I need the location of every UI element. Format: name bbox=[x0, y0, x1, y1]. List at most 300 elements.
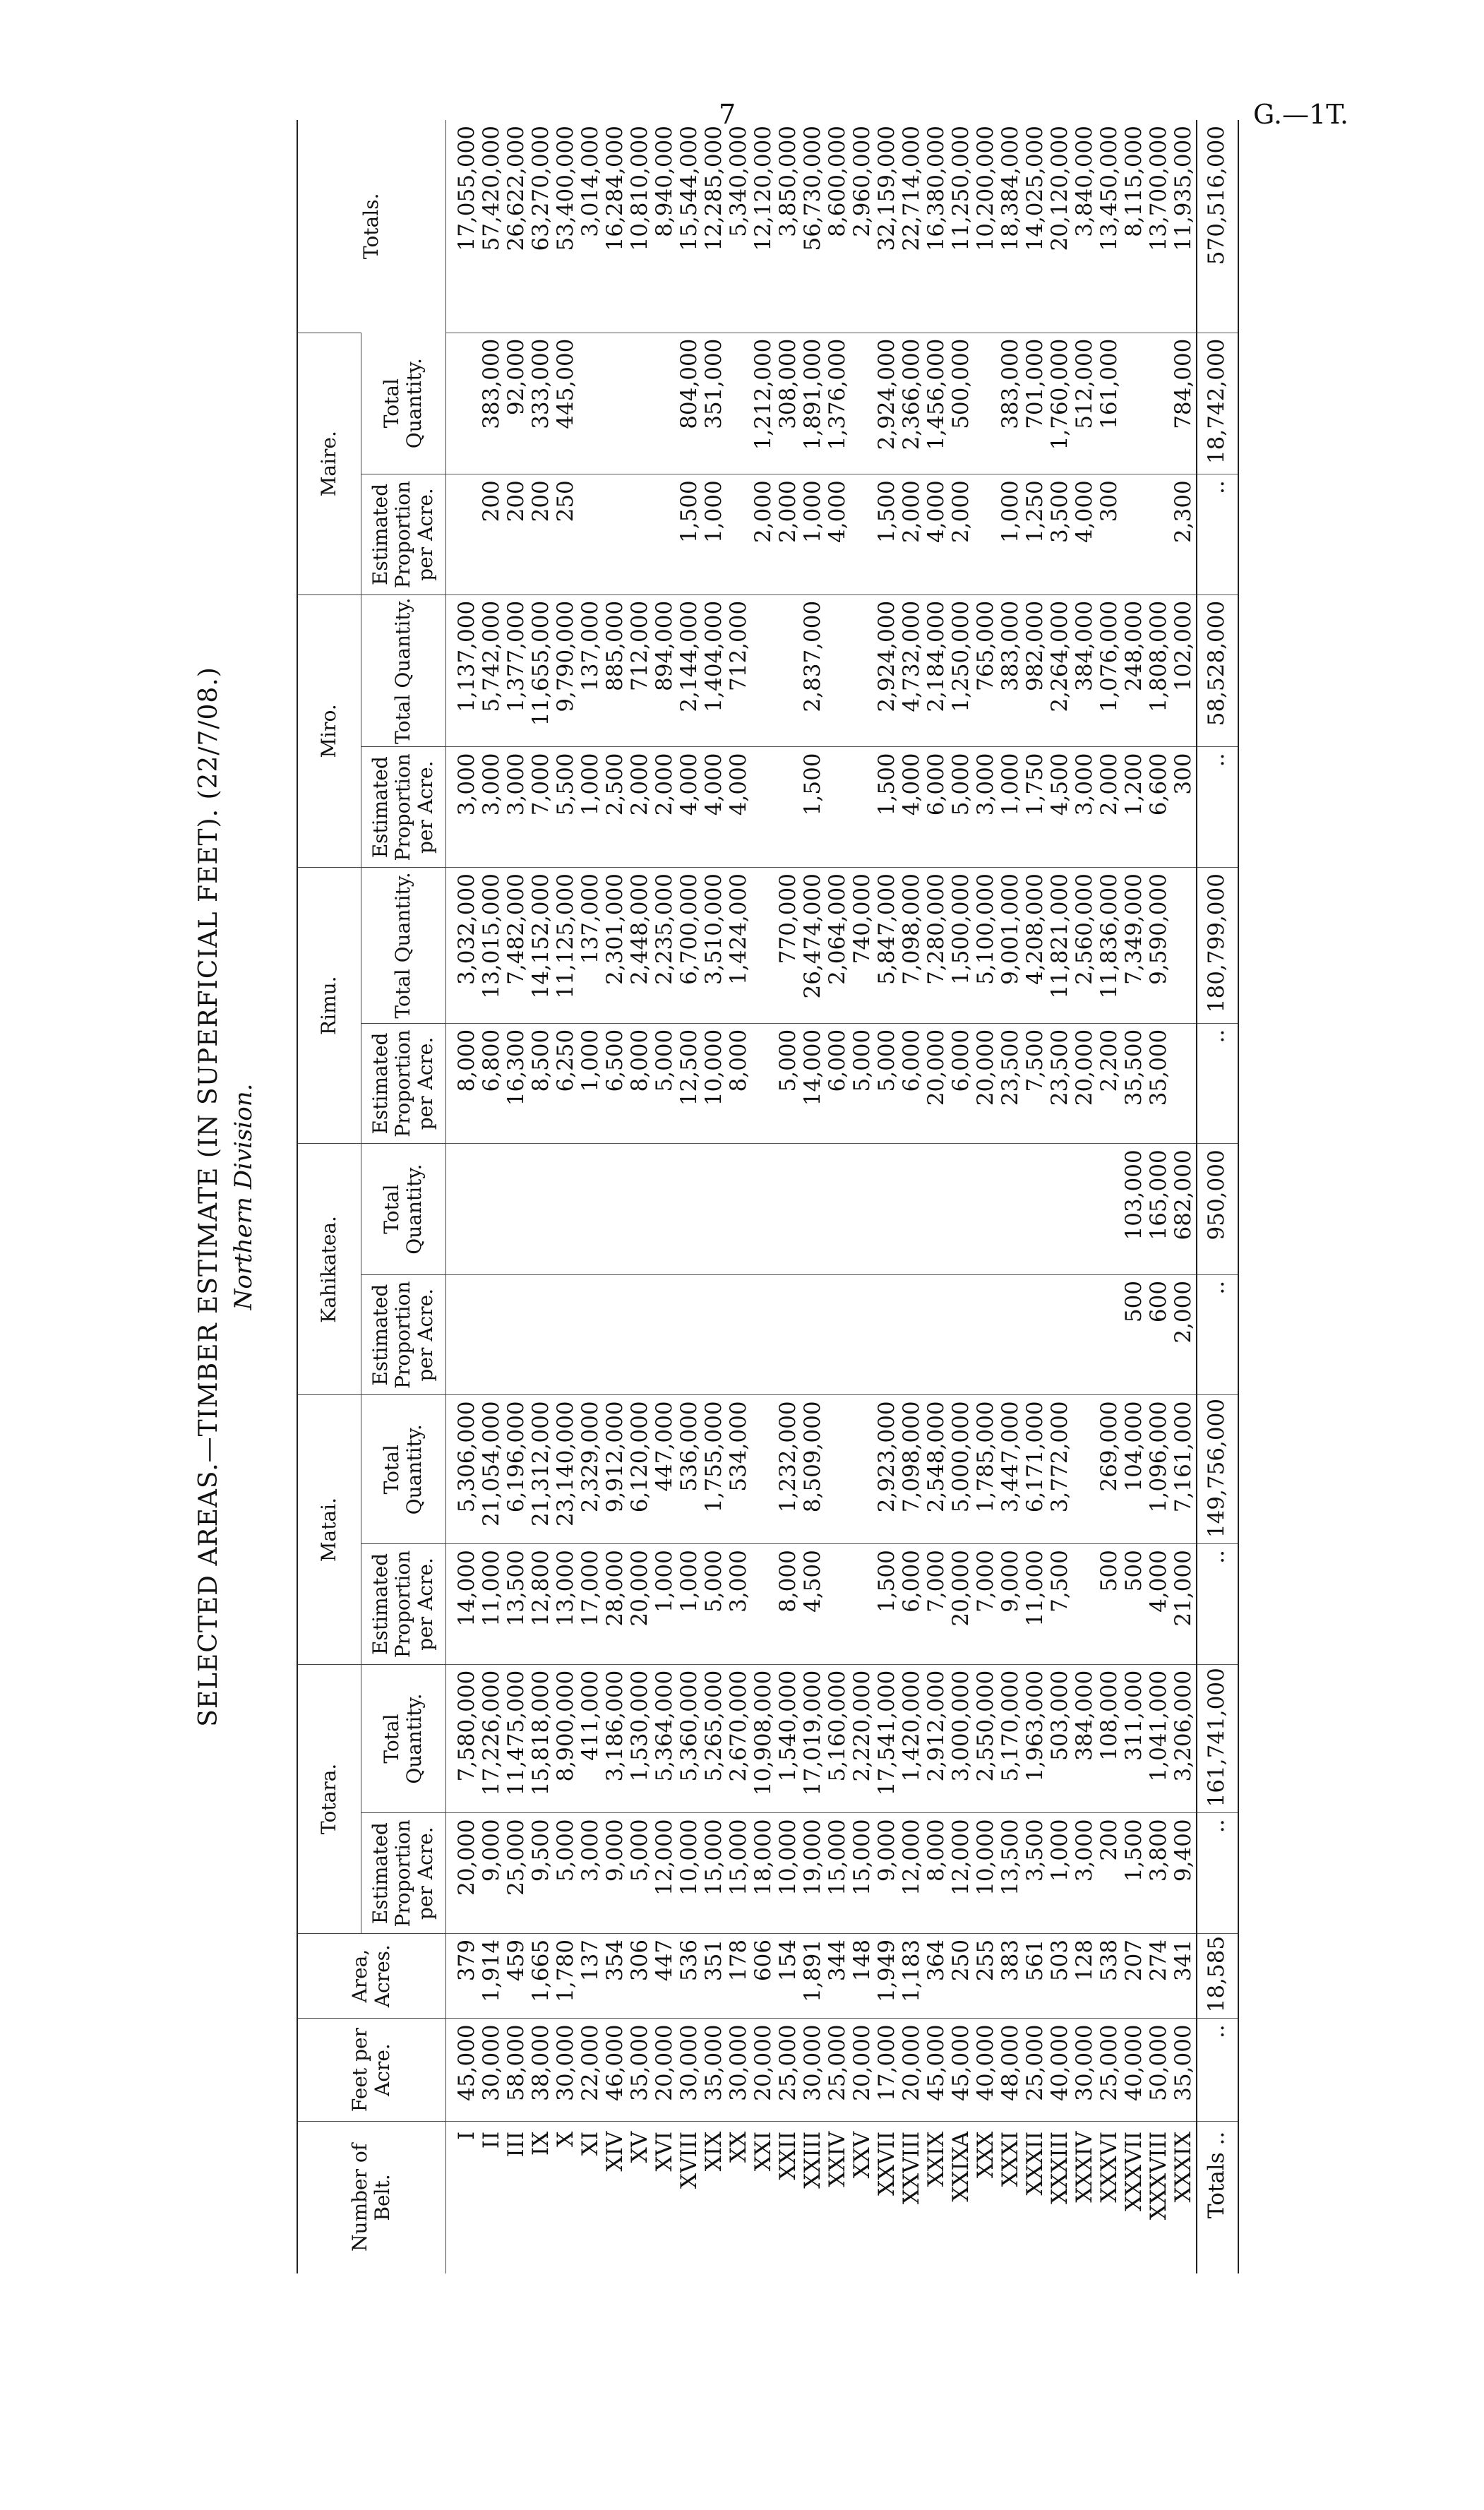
table-cell bbox=[776, 747, 801, 868]
table-cell bbox=[751, 747, 776, 868]
table-cell: 4,000 bbox=[726, 747, 751, 868]
table-cell: 4,000 bbox=[702, 747, 726, 868]
belt-number: XXII bbox=[776, 2121, 801, 2273]
table-cell: 255 bbox=[974, 1933, 998, 2018]
table-cell bbox=[677, 1144, 702, 1275]
table-cell: 2,300 bbox=[1171, 474, 1197, 595]
table-cell: 2,837,000 bbox=[801, 594, 825, 747]
table-cell: 17,000 bbox=[875, 2019, 899, 2121]
table-cell: 20,000 bbox=[751, 2019, 776, 2121]
table-cell: 38,000 bbox=[529, 2019, 553, 2121]
table-cell bbox=[751, 1274, 776, 1395]
table-cell: 3,000,000 bbox=[949, 1664, 974, 1813]
table-cell: 25,000 bbox=[776, 2019, 801, 2121]
table-cell bbox=[825, 1544, 850, 1665]
table-cell: 1,456,000 bbox=[924, 333, 949, 474]
header-estimated-proportion: Estimated Proportion per Acre. bbox=[361, 1023, 445, 1144]
table-cell: 11,935,000 bbox=[1170, 126, 1196, 251]
table-cell bbox=[751, 594, 776, 747]
table-cell: 53,400,000 bbox=[552, 126, 578, 251]
table-cell: 13,700,000 bbox=[1145, 126, 1171, 251]
table-cell: 1,891 bbox=[801, 1933, 825, 2018]
table-cell bbox=[702, 1144, 726, 1275]
table-cell: 25,000 bbox=[1023, 2019, 1048, 2121]
table-cell: 13,450,000 bbox=[1096, 126, 1122, 251]
table-cell: 56,730,000 bbox=[799, 126, 825, 251]
table-cell: 447 bbox=[652, 1933, 677, 2018]
page-number: 7 bbox=[719, 99, 736, 130]
table-cell: 16,300 bbox=[504, 1023, 529, 1144]
table-row bbox=[1147, 120, 1171, 2273]
table-cell: 5,847,000 bbox=[875, 868, 899, 1024]
totals-cell: .. bbox=[1197, 747, 1238, 868]
table-cell: 1,137,000 bbox=[445, 594, 479, 747]
table-cell: 383,000 bbox=[479, 333, 504, 474]
table-cell: 4,000 bbox=[899, 747, 924, 868]
table-cell bbox=[1048, 1274, 1072, 1395]
table-cell bbox=[1122, 333, 1147, 474]
table-cell bbox=[677, 1274, 702, 1395]
table-cell: 3,000 bbox=[578, 1813, 603, 1934]
header-area-acres: Area, Acres. bbox=[297, 1933, 445, 2018]
table-cell bbox=[578, 1274, 603, 1395]
table-row bbox=[628, 120, 652, 2273]
table-cell: 250 bbox=[553, 474, 578, 595]
table-cell: 1,000 bbox=[578, 1023, 603, 1144]
table-cell bbox=[998, 1144, 1023, 1275]
table-cell: 1,500 bbox=[875, 474, 899, 595]
table-cell: 1,808,000 bbox=[1147, 594, 1171, 747]
table-cell: 6,120,000 bbox=[628, 1395, 652, 1544]
table-cell: 1,000 bbox=[578, 747, 603, 868]
header-miro: Miro. bbox=[297, 594, 361, 867]
table-cell bbox=[1171, 868, 1197, 1024]
table-cell: 300 bbox=[1097, 474, 1122, 595]
totals-cell: .. bbox=[1197, 1274, 1238, 1395]
belt-number: XVIII bbox=[677, 2121, 702, 2273]
table-cell: 384,000 bbox=[1072, 1664, 1097, 1813]
table-cell: 1,500 bbox=[677, 474, 702, 595]
table-subcaption: Northern Division. bbox=[229, 1083, 258, 1310]
table-cell: 712,000 bbox=[628, 594, 652, 747]
table-cell: 11,125,000 bbox=[553, 868, 578, 1024]
table-cell: 784,000 bbox=[1171, 333, 1197, 474]
table-cell: 5,000 bbox=[702, 1544, 726, 1665]
table-row bbox=[652, 120, 677, 2273]
table-cell bbox=[726, 474, 751, 595]
table-cell: 45,000 bbox=[949, 2019, 974, 2121]
table-cell: 26,622,000 bbox=[503, 126, 529, 251]
table-cell: 15,000 bbox=[702, 1813, 726, 1934]
table-cell: 274 bbox=[1147, 1933, 1171, 2018]
table-cell: 13,000 bbox=[553, 1544, 578, 1665]
table-cell: 3,850,000 bbox=[774, 126, 801, 237]
table-cell: 770,000 bbox=[776, 868, 801, 1024]
table-cell: 5,265,000 bbox=[702, 1664, 726, 1813]
table-cell bbox=[603, 333, 628, 474]
table-cell: 383,000 bbox=[998, 594, 1023, 747]
table-cell: 5,000 bbox=[776, 1023, 801, 1144]
table-cell bbox=[751, 1144, 776, 1275]
table-cell: 1,096,000 bbox=[1147, 1395, 1171, 1544]
table-cell bbox=[726, 1144, 751, 1275]
table-cell: 25,000 bbox=[825, 2019, 850, 2121]
table-cell bbox=[924, 1144, 949, 1275]
table-cell: 20,000 bbox=[1072, 1023, 1097, 1144]
table-cell: 30,000 bbox=[479, 2019, 504, 2121]
table-cell: 63,270,000 bbox=[527, 126, 553, 251]
header-total-quantity: Total Quantity. bbox=[361, 333, 445, 474]
table-cell bbox=[776, 1274, 801, 1395]
table-cell: 165,000 bbox=[1147, 1144, 1171, 1275]
table-cell: 1,232,000 bbox=[776, 1395, 801, 1544]
table-cell: 1,963,000 bbox=[1023, 1664, 1048, 1813]
table-cell: 7,280,000 bbox=[924, 868, 949, 1024]
table-cell: 1,424,000 bbox=[726, 868, 751, 1024]
table-row bbox=[825, 120, 850, 2273]
table-cell: 35,500 bbox=[1122, 1023, 1147, 1144]
table-cell: 14,025,000 bbox=[1022, 126, 1048, 251]
table-cell: 9,590,000 bbox=[1147, 868, 1171, 1024]
table-cell bbox=[825, 1395, 850, 1544]
table-cell: 1,377,000 bbox=[504, 594, 529, 747]
table-cell: 500,000 bbox=[949, 333, 974, 474]
table-cell: 712,000 bbox=[726, 594, 751, 747]
header-kahikatea: Kahikatea. bbox=[297, 1144, 361, 1395]
table-cell: 50,000 bbox=[1147, 2019, 1171, 2121]
table-cell bbox=[628, 1144, 652, 1275]
table-cell bbox=[702, 1274, 726, 1395]
table-cell: 6,000 bbox=[949, 1023, 974, 1144]
table-row bbox=[751, 120, 776, 2273]
table-cell: 9,001,000 bbox=[998, 868, 1023, 1024]
table-cell: 1,891,000 bbox=[801, 333, 825, 474]
belt-number: XVI bbox=[652, 2121, 677, 2273]
table-cell: 311,000 bbox=[1122, 1664, 1147, 1813]
table-cell: 2,912,000 bbox=[924, 1664, 949, 1813]
table-cell: 4,732,000 bbox=[899, 594, 924, 747]
table-cell: 3,500 bbox=[1048, 474, 1072, 595]
table-row bbox=[702, 120, 726, 2273]
table-cell: 40,000 bbox=[974, 2019, 998, 2121]
table-cell: 148 bbox=[850, 1933, 875, 2018]
header-feet-per-acre: Feet per Acre. bbox=[297, 2019, 445, 2121]
table-cell bbox=[578, 474, 603, 595]
belt-number: XXVIII bbox=[899, 2121, 924, 2273]
table-cell bbox=[1097, 1274, 1122, 1395]
table-cell bbox=[825, 594, 850, 747]
table-cell bbox=[875, 1274, 899, 1395]
table-cell: 2,000 bbox=[949, 474, 974, 595]
table-cell: 8,000 bbox=[776, 1544, 801, 1665]
table-cell: 600 bbox=[1147, 1274, 1171, 1395]
table-cell: 35,000 bbox=[1171, 2019, 1197, 2121]
table-cell: 15,818,000 bbox=[529, 1664, 553, 1813]
table-cell: 200 bbox=[529, 474, 553, 595]
table-cell: 32,159,000 bbox=[873, 126, 899, 251]
table-cell: 3,800 bbox=[1147, 1813, 1171, 1934]
table-cell: 48,000 bbox=[998, 2019, 1023, 2121]
table-row bbox=[1122, 120, 1147, 2273]
table-cell: 30,000 bbox=[1072, 2019, 1097, 2121]
table-cell: 14,000 bbox=[445, 1544, 479, 1665]
table-row bbox=[529, 120, 553, 2273]
belt-number: I bbox=[445, 2121, 479, 2273]
table-cell: 885,000 bbox=[603, 594, 628, 747]
table-cell: 6,250 bbox=[553, 1023, 578, 1144]
table-cell: 503 bbox=[1048, 1933, 1072, 2018]
table-cell: 503,000 bbox=[1048, 1664, 1072, 1813]
table-cell bbox=[801, 1144, 825, 1275]
table-cell: 445,000 bbox=[553, 333, 578, 474]
table-cell: 20,000 bbox=[974, 1023, 998, 1144]
table-cell bbox=[578, 333, 603, 474]
table-cell: 10,908,000 bbox=[751, 1664, 776, 1813]
table-cell: 3,000 bbox=[504, 747, 529, 868]
header-estimated-proportion: Estimated Proportion per Acre. bbox=[361, 1544, 445, 1665]
header-belt: Number of Belt. bbox=[297, 2121, 445, 2273]
table-cell: 5,000,000 bbox=[949, 1395, 974, 1544]
table-cell: 3,500 bbox=[1023, 1813, 1048, 1934]
belt-number: XXXVII bbox=[1122, 2121, 1147, 2273]
table-cell: 23,500 bbox=[998, 1023, 1023, 1144]
table-cell: 2,923,000 bbox=[875, 1395, 899, 1544]
table-cell: 3,186,000 bbox=[603, 1664, 628, 1813]
table-cell: 2,448,000 bbox=[628, 868, 652, 1024]
table-cell bbox=[479, 1274, 504, 1395]
header-total-quantity: Total Quantity. bbox=[361, 1664, 445, 1813]
belt-number: XXXIV bbox=[1072, 2121, 1097, 2273]
table-cell bbox=[850, 1544, 875, 1665]
table-cell: 1,212,000 bbox=[751, 333, 776, 474]
table-cell bbox=[1072, 1144, 1097, 1275]
table-cell bbox=[850, 747, 875, 868]
table-cell: 2,000 bbox=[652, 747, 677, 868]
table-cell: 21,312,000 bbox=[529, 1395, 553, 1544]
table-cell: 7,500 bbox=[1023, 1023, 1048, 1144]
table-cell: 5,306,000 bbox=[445, 1395, 479, 1544]
table-cell: 8,000 bbox=[924, 1813, 949, 1934]
table-cell: 1,540,000 bbox=[776, 1664, 801, 1813]
table-cell: 13,015,000 bbox=[479, 868, 504, 1024]
table-cell: 512,000 bbox=[1072, 333, 1097, 474]
table-cell: 5,340,000 bbox=[725, 126, 751, 237]
table-cell: 6,000 bbox=[899, 1023, 924, 1144]
table-cell: 9,790,000 bbox=[553, 594, 578, 747]
table-cell: 300 bbox=[1171, 747, 1197, 868]
table-cell: 308,000 bbox=[776, 333, 801, 474]
table-cell: 15,544,000 bbox=[676, 126, 702, 251]
table-cell bbox=[603, 1274, 628, 1395]
table-cell: 538 bbox=[1097, 1933, 1122, 2018]
table-cell: 3,000 bbox=[726, 1544, 751, 1665]
table-cell bbox=[603, 474, 628, 595]
table-cell: 20,000 bbox=[445, 1813, 479, 1934]
table-cell: 561 bbox=[1023, 1933, 1048, 2018]
table-cell: 6,000 bbox=[899, 1544, 924, 1665]
table-cell: 3,772,000 bbox=[1048, 1395, 1072, 1544]
table-cell bbox=[479, 1144, 504, 1275]
table-cell: 11,000 bbox=[479, 1544, 504, 1665]
table-cell: 1,500 bbox=[801, 747, 825, 868]
table-cell: 248,000 bbox=[1122, 594, 1147, 747]
table-cell bbox=[825, 1144, 850, 1275]
table-cell: 9,912,000 bbox=[603, 1395, 628, 1544]
table-row bbox=[479, 120, 504, 2273]
belt-number: XIX bbox=[702, 2121, 726, 2273]
table-cell: 20,000 bbox=[899, 2019, 924, 2121]
table-cell bbox=[776, 1144, 801, 1275]
table-cell: 40,000 bbox=[1122, 2019, 1147, 2121]
table-cell: 200 bbox=[479, 474, 504, 595]
table-cell: 2,670,000 bbox=[726, 1664, 751, 1813]
table-cell: 4,000 bbox=[825, 474, 850, 595]
table-cell: 20,000 bbox=[850, 2019, 875, 2121]
table-row bbox=[1072, 120, 1097, 2273]
table-cell: 6,000 bbox=[924, 747, 949, 868]
belt-number: IX bbox=[529, 2121, 553, 2273]
belt-number: XI bbox=[578, 2121, 603, 2273]
table-cell: 500 bbox=[1122, 1544, 1147, 1665]
table-cell bbox=[1122, 474, 1147, 595]
belt-number: XXXIX bbox=[1171, 2121, 1197, 2273]
table-cell: 57,420,000 bbox=[478, 126, 504, 251]
table-cell: 740,000 bbox=[850, 868, 875, 1024]
table-cell bbox=[529, 1144, 553, 1275]
table-cell: 982,000 bbox=[1023, 594, 1048, 747]
table-cell: 1,785,000 bbox=[974, 1395, 998, 1544]
table-cell bbox=[504, 1144, 529, 1275]
table-row bbox=[1097, 120, 1122, 2273]
table-cell bbox=[628, 474, 652, 595]
table-cell bbox=[603, 1144, 628, 1275]
table-cell bbox=[553, 1274, 578, 1395]
table-cell: 12,000 bbox=[899, 1813, 924, 1934]
table-cell bbox=[445, 474, 479, 595]
table-cell: 7,349,000 bbox=[1122, 868, 1147, 1024]
table-cell: 8,600,000 bbox=[824, 126, 850, 237]
table-cell: 3,206,000 bbox=[1171, 1664, 1197, 1813]
table-cell: 5,170,000 bbox=[998, 1664, 1023, 1813]
table-cell: 5,364,000 bbox=[652, 1664, 677, 1813]
table-cell bbox=[924, 1274, 949, 1395]
table-cell: 35,000 bbox=[1147, 1023, 1171, 1144]
table-cell: 8,115,000 bbox=[1120, 126, 1147, 237]
table-cell: 2,301,000 bbox=[603, 868, 628, 1024]
table-cell: 128 bbox=[1072, 1933, 1097, 2018]
table-cell: 137,000 bbox=[578, 594, 603, 747]
table-cell: 379 bbox=[445, 1933, 479, 2018]
table-cell: 2,184,000 bbox=[924, 594, 949, 747]
table-cell: 11,836,000 bbox=[1097, 868, 1122, 1024]
table-cell: 2,000 bbox=[751, 474, 776, 595]
table-cell: 1,250 bbox=[1023, 474, 1048, 595]
timber-estimate-table bbox=[297, 120, 1239, 2273]
table-cell: 58,000 bbox=[504, 2019, 529, 2121]
table-cell: 2,960,000 bbox=[849, 126, 875, 237]
belt-number: XXI bbox=[751, 2121, 776, 2273]
table-cell: 2,000 bbox=[1171, 1274, 1197, 1395]
table-row bbox=[726, 120, 751, 2273]
table-row bbox=[974, 120, 998, 2273]
totals-cell: 18,742,000 bbox=[1197, 333, 1238, 474]
belt-number: XXXVI bbox=[1097, 2121, 1122, 2273]
table-cell: 1,250,000 bbox=[949, 594, 974, 747]
header-totals: Totals. bbox=[297, 120, 445, 333]
table-cell: 46,000 bbox=[603, 2019, 628, 2121]
table-cell: 21,000 bbox=[1171, 1544, 1197, 1665]
table-cell bbox=[726, 333, 751, 474]
table-cell: 137,000 bbox=[578, 868, 603, 1024]
table-cell bbox=[1023, 1144, 1048, 1275]
belt-number: XXXIII bbox=[1048, 2121, 1072, 2273]
table-cell: 351,000 bbox=[702, 333, 726, 474]
table-cell: 1,000 bbox=[998, 747, 1023, 868]
header-total-quantity: Total Quantity. bbox=[361, 868, 445, 1024]
table-cell: 17,226,000 bbox=[479, 1664, 504, 1813]
table-cell: 17,055,000 bbox=[453, 126, 479, 251]
table-row bbox=[776, 120, 801, 2273]
table-cell: 1,041,000 bbox=[1147, 1664, 1171, 1813]
table-cell: 354 bbox=[603, 1933, 628, 2018]
table-row bbox=[1171, 120, 1197, 2273]
table-row bbox=[850, 120, 875, 2273]
belt-number: XXIXA bbox=[949, 2121, 974, 2273]
table-cell: 2,924,000 bbox=[875, 594, 899, 747]
belt-number: XXVII bbox=[875, 2121, 899, 2273]
table-cell: 15,000 bbox=[726, 1813, 751, 1934]
table-cell: 4,208,000 bbox=[1023, 868, 1048, 1024]
table-cell: 12,285,000 bbox=[700, 126, 726, 251]
header-rimu: Rimu. bbox=[297, 868, 361, 1144]
table-cell bbox=[1023, 1274, 1048, 1395]
table-cell: 383,000 bbox=[998, 333, 1023, 474]
table-cell: 11,821,000 bbox=[1048, 868, 1072, 1024]
table-cell bbox=[974, 333, 998, 474]
table-cell: 35,000 bbox=[628, 2019, 652, 2121]
table-row bbox=[924, 120, 949, 2273]
table-cell: 45,000 bbox=[445, 2019, 479, 2121]
table-row bbox=[899, 120, 924, 2273]
table-cell: 1,500 bbox=[1122, 1813, 1147, 1934]
table-cell: 7,000 bbox=[974, 1544, 998, 1665]
table-cell: 30,000 bbox=[553, 2019, 578, 2121]
table-cell: 10,000 bbox=[776, 1813, 801, 1934]
table-cell: 11,250,000 bbox=[947, 126, 974, 251]
table-cell: 2,548,000 bbox=[924, 1395, 949, 1544]
header-estimated-proportion: Estimated Proportion per Acre. bbox=[361, 1813, 445, 1934]
table-cell: 8,000 bbox=[628, 1023, 652, 1144]
table-cell: 1,000 bbox=[998, 474, 1023, 595]
totals-cell: 570,516,000 bbox=[1197, 120, 1238, 333]
totals-cell: 149,756,000 bbox=[1197, 1395, 1238, 1544]
table-cell: 11,000 bbox=[1023, 1544, 1048, 1665]
table-cell bbox=[899, 1144, 924, 1275]
table-cell: 411,000 bbox=[578, 1664, 603, 1813]
table-cell bbox=[974, 474, 998, 595]
table-cell: 26,474,000 bbox=[801, 868, 825, 1024]
table-cell: 3,000 bbox=[1072, 1813, 1097, 1934]
table-cell: 1,000 bbox=[801, 474, 825, 595]
table-cell: 28,000 bbox=[603, 1544, 628, 1665]
table-cell bbox=[825, 1274, 850, 1395]
table-cell: 5,000 bbox=[875, 1023, 899, 1144]
table-cell: 2,924,000 bbox=[875, 333, 899, 474]
table-cell: 2,550,000 bbox=[974, 1664, 998, 1813]
table-cell bbox=[850, 1274, 875, 1395]
table-cell: 1,404,000 bbox=[702, 594, 726, 747]
table-cell: 13,500 bbox=[504, 1544, 529, 1665]
